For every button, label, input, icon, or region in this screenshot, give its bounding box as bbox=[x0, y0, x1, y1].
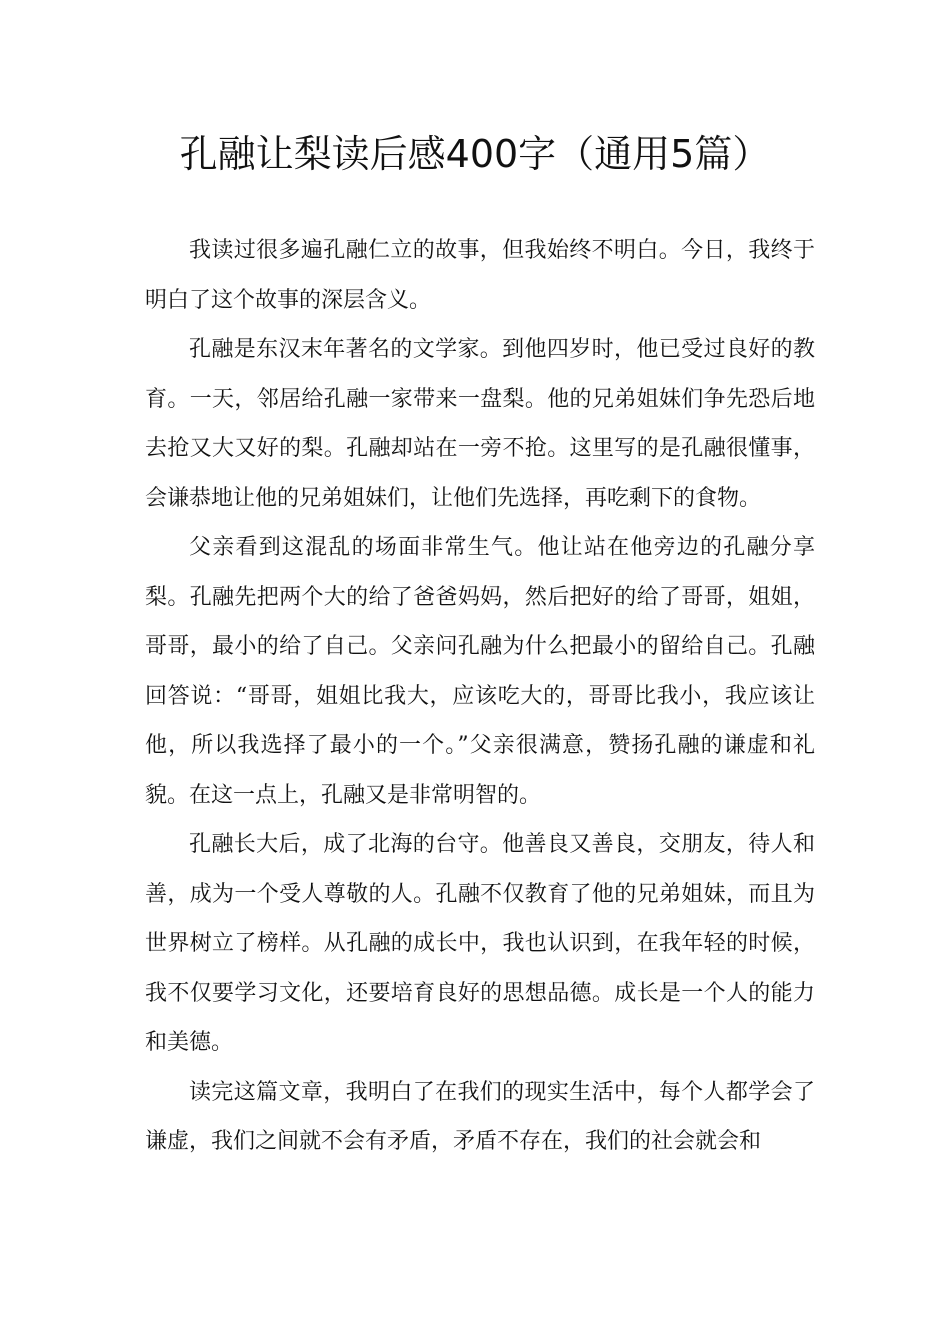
paragraph-1: 我读过很多遍孔融仁立的故事，但我始终不明白。今日，我终于明白了这个故事的深层含义。 bbox=[145, 238, 815, 313]
paragraph-4: 孔融长大后，成了北海的台守。他善良又善良，交朋友，待人和善，成为一个受人尊敬的人。孔融不仅教育了他的兄弟姐妹，而且为世界树立了榜样。从孔融的成长中，我也认识到，在我年轻的时候，我不仅要学习文化，还要培育良好的思想品德。成长是一个人的能力和美德。 bbox=[145, 832, 815, 1055]
document-body bbox=[145, 226, 815, 1167]
document-title: 孔融让梨读后感400字（通用5篇） bbox=[179, 132, 771, 176]
paragraph-3: 父亲看到这混乱的场面非常生气。他让站在他旁边的孔融分享梨。孔融先把两个大的给了爸爸妈妈，然后把好的给了哥哥，姐姐，哥哥，最小的给了自己。父亲问孔融为什么把最小的留给自己。孔融回答说：“哥哥，姐姐比我大，应该吃大的，哥哥比我小，我应该让他，所以我选择了最小的一个。”父亲很满意，赞扬孔融的谦虚和礼貌。在这一点上，孔融又是非常明智的。 bbox=[145, 535, 815, 808]
paragraph-5: 读完这篇文章，我明白了在我们的现实生活中，每个人都学会了谦虚，我们之间就不会有矛盾，矛盾不存在，我们的社会就会和 bbox=[145, 1079, 815, 1154]
paragraph-2: 孔融是东汉末年著名的文学家。到他四岁时，他已受过良好的教育。一天，邻居给孔融一家带来一盘梨。他的兄弟姐妹们争先恐后地去抢又大又好的梨。孔融却站在一旁不抢。这里写的是孔融很懂事，会谦恭地让他的兄弟姐妹们，让他们先选择，再吃剩下的食物。 bbox=[145, 337, 815, 511]
